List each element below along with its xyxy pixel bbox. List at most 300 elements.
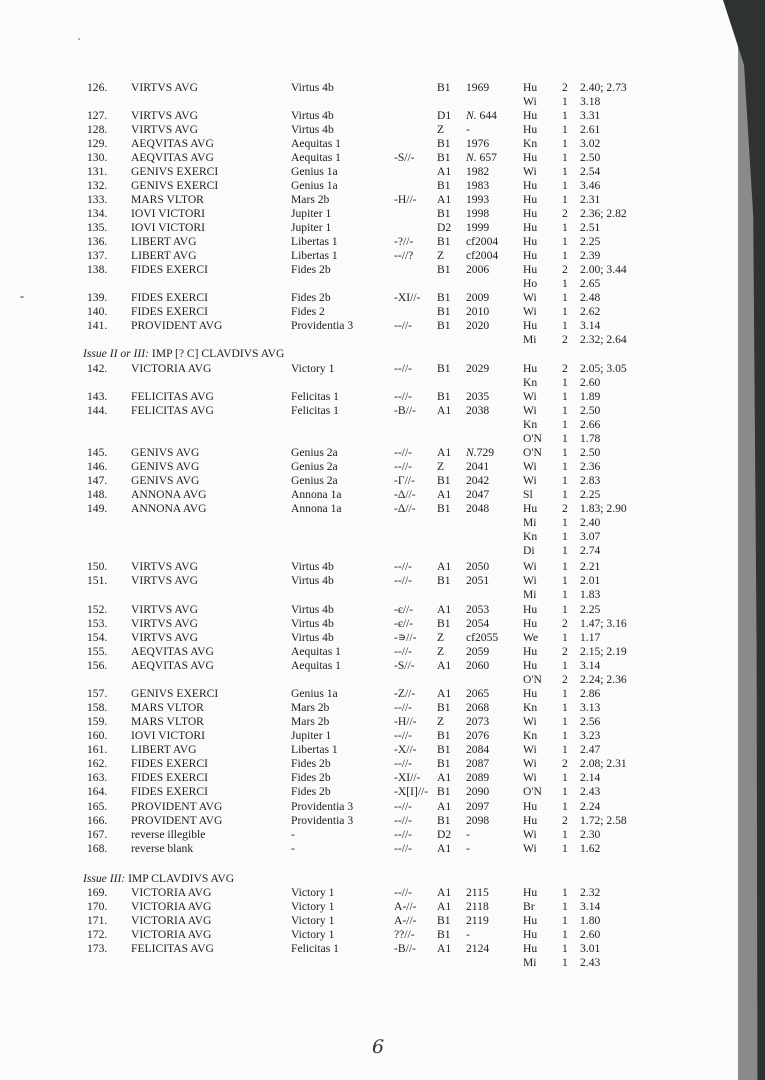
field-mark: -Δ//-: [394, 488, 416, 501]
collection: Hu: [523, 179, 538, 192]
reverse-type: Fides 2b: [291, 291, 331, 304]
entry-number: 140.: [87, 305, 108, 318]
specimen-count: 1: [562, 928, 568, 941]
reverse-type: Jupiter 1: [291, 729, 332, 742]
specimen-count: 1: [562, 544, 568, 557]
officina: B1: [437, 574, 451, 587]
table-row: [0, 418, 738, 432]
entry-number: 128.: [87, 123, 108, 136]
entry-number: 151.: [87, 574, 108, 587]
reverse-legend: VIRTVS AVG: [131, 81, 199, 94]
catalogue-reference: 2041: [466, 460, 490, 473]
reverse-type: Virtus 4b: [291, 574, 334, 587]
specimen-count: 1: [562, 743, 568, 756]
reverse-type: Providentia 3: [291, 814, 354, 827]
weights: 2.50: [580, 446, 601, 459]
officina: Z: [437, 631, 445, 644]
specimen-count: 2: [562, 617, 568, 630]
table-row: [0, 502, 738, 516]
weights: 2.47: [580, 743, 601, 756]
catalogue-reference: 2084: [466, 743, 490, 756]
reverse-legend: VICTORIA AVG: [131, 362, 212, 375]
entry-number: 166.: [87, 814, 108, 827]
collection: Hu: [523, 362, 538, 375]
field-mark: --//-: [394, 560, 413, 573]
table-row: [0, 249, 738, 263]
reverse-type: Genius 1a: [291, 165, 338, 178]
collection: Hu: [523, 207, 538, 220]
collection: Wi: [523, 305, 537, 318]
issue-heading-text: IMP [? C] CLAVDIVS AVG: [149, 347, 285, 360]
catalogue-reference: cf2004: [466, 249, 499, 262]
entry-number: 159.: [87, 715, 108, 728]
field-mark: --//-: [394, 319, 413, 332]
catalogue-reference: -: [466, 828, 470, 841]
reverse-type: Genius 1a: [291, 179, 338, 192]
entry-number: 147.: [87, 474, 108, 487]
entry-number: 126.: [87, 81, 108, 94]
weights: 2.25: [580, 235, 601, 248]
table-row: [0, 404, 738, 418]
weights: 3.14: [580, 659, 601, 672]
table-row: [0, 544, 738, 558]
entry-number: 144.: [87, 404, 108, 417]
reverse-type: Felicitas 1: [291, 390, 339, 403]
weights: 2.86: [580, 687, 601, 700]
catalogue-reference: 2089: [466, 771, 490, 784]
weights: 2.05; 3.05: [580, 362, 627, 375]
reverse-legend: AEQVITAS AVG: [131, 659, 214, 672]
collection: Hu: [523, 221, 538, 234]
reverse-legend: LIBERT AVG: [131, 249, 197, 262]
specimen-count: 1: [562, 446, 568, 459]
collection: Hu: [523, 914, 538, 927]
weights: 2.60: [580, 376, 601, 389]
reverse-type: Virtus 4b: [291, 123, 334, 136]
reverse-legend: FELICITAS AVG: [131, 390, 214, 403]
table-row: [0, 305, 738, 319]
collection: Wi: [523, 165, 537, 178]
officina: B1: [437, 235, 451, 248]
catalogue-reference: 2029: [466, 362, 490, 375]
catalogue-reference: 2115: [466, 886, 489, 899]
specimen-count: 1: [562, 390, 568, 403]
catalogue-reference: 2119: [466, 914, 489, 927]
specimen-count: 1: [562, 488, 568, 501]
reverse-legend: reverse illegible: [131, 828, 206, 841]
reverse-type: Virtus 4b: [291, 603, 334, 616]
reverse-type: Virtus 4b: [291, 631, 334, 644]
table-row: [0, 207, 738, 221]
reverse-legend: VIRTVS AVG: [131, 123, 199, 136]
catalogue-reference: 1983: [466, 179, 490, 192]
catalogue-reference: 2124: [466, 942, 490, 955]
reverse-legend: VIRTVS AVG: [131, 560, 199, 573]
weights: 2.65: [580, 277, 601, 290]
field-mark: -X//-: [394, 743, 417, 756]
entry-number: 162.: [87, 757, 108, 770]
officina: A1: [437, 687, 452, 700]
entry-number: 138.: [87, 263, 108, 276]
officina: Z: [437, 460, 445, 473]
entry-number: 132.: [87, 179, 108, 192]
collection: Hu: [523, 800, 538, 813]
table-row: [0, 319, 738, 333]
table-row: [0, 914, 738, 928]
issue-heading: [83, 347, 284, 361]
entry-number: 145.: [87, 446, 108, 459]
officina: B1: [437, 151, 451, 164]
specimen-count: 1: [562, 404, 568, 417]
collection: Wi: [523, 574, 537, 587]
specimen-count: 2: [562, 502, 568, 515]
reverse-type: Felicitas 1: [291, 404, 339, 417]
specimen-count: 1: [562, 603, 568, 616]
collection: Wi: [523, 715, 537, 728]
catalogue-reference: 2065: [466, 687, 490, 700]
reverse-legend: LIBERT AVG: [131, 235, 197, 248]
weights: 3.14: [580, 319, 601, 332]
issue-heading-text: IMP CLAVDIVS AVG: [125, 872, 235, 885]
specimen-count: 1: [562, 785, 568, 798]
entry-number: 169.: [87, 886, 108, 899]
reverse-legend: MARS VLTOR: [131, 701, 204, 714]
officina: B1: [437, 207, 451, 220]
table-row: [0, 886, 738, 900]
officina: B1: [437, 362, 451, 375]
reverse-legend: VICTORIA AVG: [131, 928, 212, 941]
collection: Mi: [523, 588, 537, 601]
reverse-type: Libertas 1: [291, 235, 338, 248]
table-row: [0, 235, 738, 249]
officina: B1: [437, 502, 451, 515]
field-mark: A-//-: [394, 900, 417, 913]
reverse-type: Providentia 3: [291, 319, 354, 332]
table-row: [0, 687, 738, 701]
specimen-count: 2: [562, 362, 568, 375]
officina: B1: [437, 617, 451, 630]
reverse-type: Providentia 3: [291, 800, 354, 813]
collection: Wi: [523, 757, 537, 770]
entry-number: 173.: [87, 942, 108, 955]
weights: 3.02: [580, 137, 601, 150]
reverse-legend: MARS VLTOR: [131, 715, 204, 728]
catalogue-reference: cf2004: [466, 235, 499, 248]
collection: Kn: [523, 701, 538, 714]
weights: 1.72; 2.58: [580, 814, 627, 827]
weights: 3.01: [580, 942, 601, 955]
table-row: [0, 165, 738, 179]
specimen-count: 1: [562, 137, 568, 150]
weights: 3.14: [580, 900, 601, 913]
officina: Z: [437, 645, 445, 658]
collection: O'N: [523, 673, 542, 686]
officina: B1: [437, 305, 451, 318]
weights: 1.80: [580, 914, 601, 927]
field-mark: -∍//-: [394, 631, 417, 644]
specimen-count: 1: [562, 516, 568, 529]
reverse-legend: AEQVITAS AVG: [131, 645, 214, 658]
table-row: [0, 956, 738, 970]
entry-number: 149.: [87, 502, 108, 515]
reverse-type: Victory 1: [291, 900, 335, 913]
officina: A1: [437, 886, 452, 899]
entry-number: 135.: [87, 221, 108, 234]
scan-speck: [78, 38, 80, 40]
field-mark: -Z//-: [394, 687, 416, 700]
collection: Hu: [523, 249, 538, 262]
officina: Z: [437, 715, 445, 728]
reverse-legend: GENIVS EXERCI: [131, 165, 219, 178]
catalogue-reference: 2118: [466, 900, 489, 913]
officina: A1: [437, 942, 452, 955]
catalogue-reference: 2076: [466, 729, 490, 742]
officina: A1: [437, 800, 452, 813]
collection: Di: [523, 544, 535, 557]
weights: 2.43: [580, 956, 601, 969]
reverse-type: Annona 1a: [291, 488, 342, 501]
weights: 3.13: [580, 701, 601, 714]
catalogue-reference: 2054: [466, 617, 490, 630]
reverse-type: Genius 2a: [291, 460, 338, 473]
catalogue-reference: 2068: [466, 701, 490, 714]
field-mark: -S//-: [394, 659, 415, 672]
collection: Kn: [523, 530, 538, 543]
weights: 2.32: [580, 886, 601, 899]
officina: B1: [437, 814, 451, 827]
collection: Wi: [523, 560, 537, 573]
field-mark: --//-: [394, 729, 413, 742]
issue-heading: [83, 872, 234, 886]
entry-number: 163.: [87, 771, 108, 784]
reverse-type: -: [291, 828, 295, 841]
collection: O'N: [523, 785, 542, 798]
entry-number: 171.: [87, 914, 108, 927]
entry-number: 168.: [87, 842, 108, 855]
field-mark: -є//-: [394, 603, 414, 616]
specimen-count: 2: [562, 333, 568, 346]
specimen-count: 1: [562, 319, 568, 332]
reverse-legend: FIDES EXERCI: [131, 305, 208, 318]
entry-number: 139.: [87, 291, 108, 304]
collection: Wi: [523, 291, 537, 304]
table-row: [0, 291, 738, 305]
reverse-type: Fides 2b: [291, 263, 331, 276]
weights: 2.24: [580, 800, 601, 813]
weights: 2.66: [580, 418, 601, 431]
specimen-count: 1: [562, 95, 568, 108]
weights: 3.18: [580, 95, 601, 108]
table-row: [0, 460, 738, 474]
field-mark: A-//-: [394, 914, 417, 927]
weights: 2.25: [580, 603, 601, 616]
field-mark: --//-: [394, 842, 413, 855]
entry-number: 170.: [87, 900, 108, 913]
collection: Hu: [523, 151, 538, 164]
entry-number: 161.: [87, 743, 108, 756]
reverse-type: Victory 1: [291, 362, 335, 375]
entry-number: 160.: [87, 729, 108, 742]
weights: 3.07: [580, 530, 601, 543]
weights: 2.08; 2.31: [580, 757, 627, 770]
reverse-legend: IOVI VICTORI: [131, 221, 205, 234]
entry-number: 155.: [87, 645, 108, 658]
collection: Ho: [523, 277, 538, 290]
entry-number: 134.: [87, 207, 108, 220]
officina: B1: [437, 263, 451, 276]
table-row: [0, 715, 738, 729]
entry-number: 150.: [87, 560, 108, 573]
collection: We: [523, 631, 539, 644]
specimen-count: 1: [562, 800, 568, 813]
catalogue-reference: 2059: [466, 645, 490, 658]
collection: O'N: [523, 432, 542, 445]
collection: Wi: [523, 95, 537, 108]
reverse-legend: GENIVS AVG: [131, 474, 200, 487]
catalogue-reference: 2050: [466, 560, 490, 573]
reverse-type: Virtus 4b: [291, 109, 334, 122]
weights: 2.56: [580, 715, 601, 728]
weights: 2.50: [580, 151, 601, 164]
weights: 2.21: [580, 560, 601, 573]
collection: Hu: [523, 942, 538, 955]
officina: A1: [437, 404, 452, 417]
catalogue-reference: 2051: [466, 574, 490, 587]
table-row: [0, 362, 738, 376]
specimen-count: 1: [562, 418, 568, 431]
entry-number: 164.: [87, 785, 108, 798]
table-row: [0, 446, 738, 460]
catalogue-reference: 2009: [466, 291, 490, 304]
weights: 1.17: [580, 631, 601, 644]
officina: A1: [437, 771, 452, 784]
specimen-count: 1: [562, 560, 568, 573]
collection: Wi: [523, 474, 537, 487]
officina: B1: [437, 474, 451, 487]
reverse-legend: AEQVITAS AVG: [131, 137, 214, 150]
catalogue-reference: 1999: [466, 221, 490, 234]
field-mark: --//-: [394, 446, 413, 459]
officina: A1: [437, 488, 452, 501]
field-mark: -S//-: [394, 151, 415, 164]
reverse-type: Fides 2b: [291, 757, 331, 770]
officina: A1: [437, 560, 452, 573]
table-row: [0, 729, 738, 743]
entry-number: 148.: [87, 488, 108, 501]
officina: A1: [437, 842, 452, 855]
catalogue-reference: 1976: [466, 137, 490, 150]
catalogue-reference: 2006: [466, 263, 490, 276]
table-row: [0, 617, 738, 631]
reverse-type: Genius 2a: [291, 446, 338, 459]
collection: Wi: [523, 771, 537, 784]
officina: B1: [437, 179, 451, 192]
specimen-count: 1: [562, 235, 568, 248]
collection: Hu: [523, 814, 538, 827]
reverse-legend: VIRTVS AVG: [131, 617, 199, 630]
reverse-legend: VICTORIA AVG: [131, 900, 212, 913]
weights: 2.31: [580, 193, 601, 206]
weights: 2.48: [580, 291, 601, 304]
collection: Kn: [523, 376, 538, 389]
specimen-count: 1: [562, 123, 568, 136]
collection: Hu: [523, 235, 538, 248]
weights: 2.39: [580, 249, 601, 262]
table-row: [0, 631, 738, 645]
weights: 1.47; 3.16: [580, 617, 627, 630]
officina: B1: [437, 701, 451, 714]
catalogue-reference: 1998: [466, 207, 490, 220]
catalogue-reference: cf2055: [466, 631, 499, 644]
field-mark: -XI//-: [394, 291, 421, 304]
specimen-count: 2: [562, 814, 568, 827]
collection: Hu: [523, 617, 538, 630]
entry-number: 165.: [87, 800, 108, 813]
reverse-type: Libertas 1: [291, 249, 338, 262]
specimen-count: 1: [562, 588, 568, 601]
officina: A1: [437, 446, 452, 459]
collection: Kn: [523, 729, 538, 742]
weights: 2.00; 3.44: [580, 263, 627, 276]
entry-number: 153.: [87, 617, 108, 630]
reverse-type: Mars 2b: [291, 715, 330, 728]
reverse-type: Jupiter 1: [291, 207, 332, 220]
collection: Hu: [523, 123, 538, 136]
reverse-type: Aequitas 1: [291, 659, 341, 672]
weights: 2.36: [580, 460, 601, 473]
weights: 2.36; 2.82: [580, 207, 627, 220]
weights: 2.14: [580, 771, 601, 784]
specimen-count: 2: [562, 645, 568, 658]
weights: 2.62: [580, 305, 601, 318]
field-mark: -H//-: [394, 715, 417, 728]
weights: 2.61: [580, 123, 601, 136]
weights: 3.23: [580, 729, 601, 742]
specimen-count: 2: [562, 81, 568, 94]
table-row: [0, 757, 738, 771]
collection: Hu: [523, 645, 538, 658]
field-mark: --//-: [394, 460, 413, 473]
field-mark: -X[I]//-: [394, 785, 429, 798]
weights: 2.51: [580, 221, 601, 234]
table-row: [0, 942, 738, 956]
reverse-legend: VIRTVS AVG: [131, 109, 199, 122]
officina: B1: [437, 928, 451, 941]
field-mark: --//-: [394, 828, 413, 841]
reverse-legend: AEQVITAS AVG: [131, 151, 214, 164]
reverse-type: Libertas 1: [291, 743, 338, 756]
table-row: [0, 193, 738, 207]
reverse-type: Victory 1: [291, 928, 335, 941]
reverse-legend: reverse blank: [131, 842, 194, 855]
reverse-type: Victory 1: [291, 914, 335, 927]
officina: B1: [437, 319, 451, 332]
table-row: [0, 645, 738, 659]
field-mark: -є//-: [394, 617, 414, 630]
collection: Mi: [523, 333, 537, 346]
catalogue-reference: 2097: [466, 800, 490, 813]
table-row: [0, 277, 738, 291]
reverse-legend: ANNONA AVG: [131, 488, 207, 501]
reverse-legend: PROVIDENT AVG: [131, 800, 223, 813]
catalogue-reference: N. 644: [466, 109, 497, 122]
collection: Kn: [523, 137, 538, 150]
reverse-legend: VIRTVS AVG: [131, 631, 199, 644]
specimen-count: 1: [562, 956, 568, 969]
specimen-count: 1: [562, 249, 568, 262]
field-mark: --//?: [394, 249, 414, 262]
weights: 1.78: [580, 432, 601, 445]
